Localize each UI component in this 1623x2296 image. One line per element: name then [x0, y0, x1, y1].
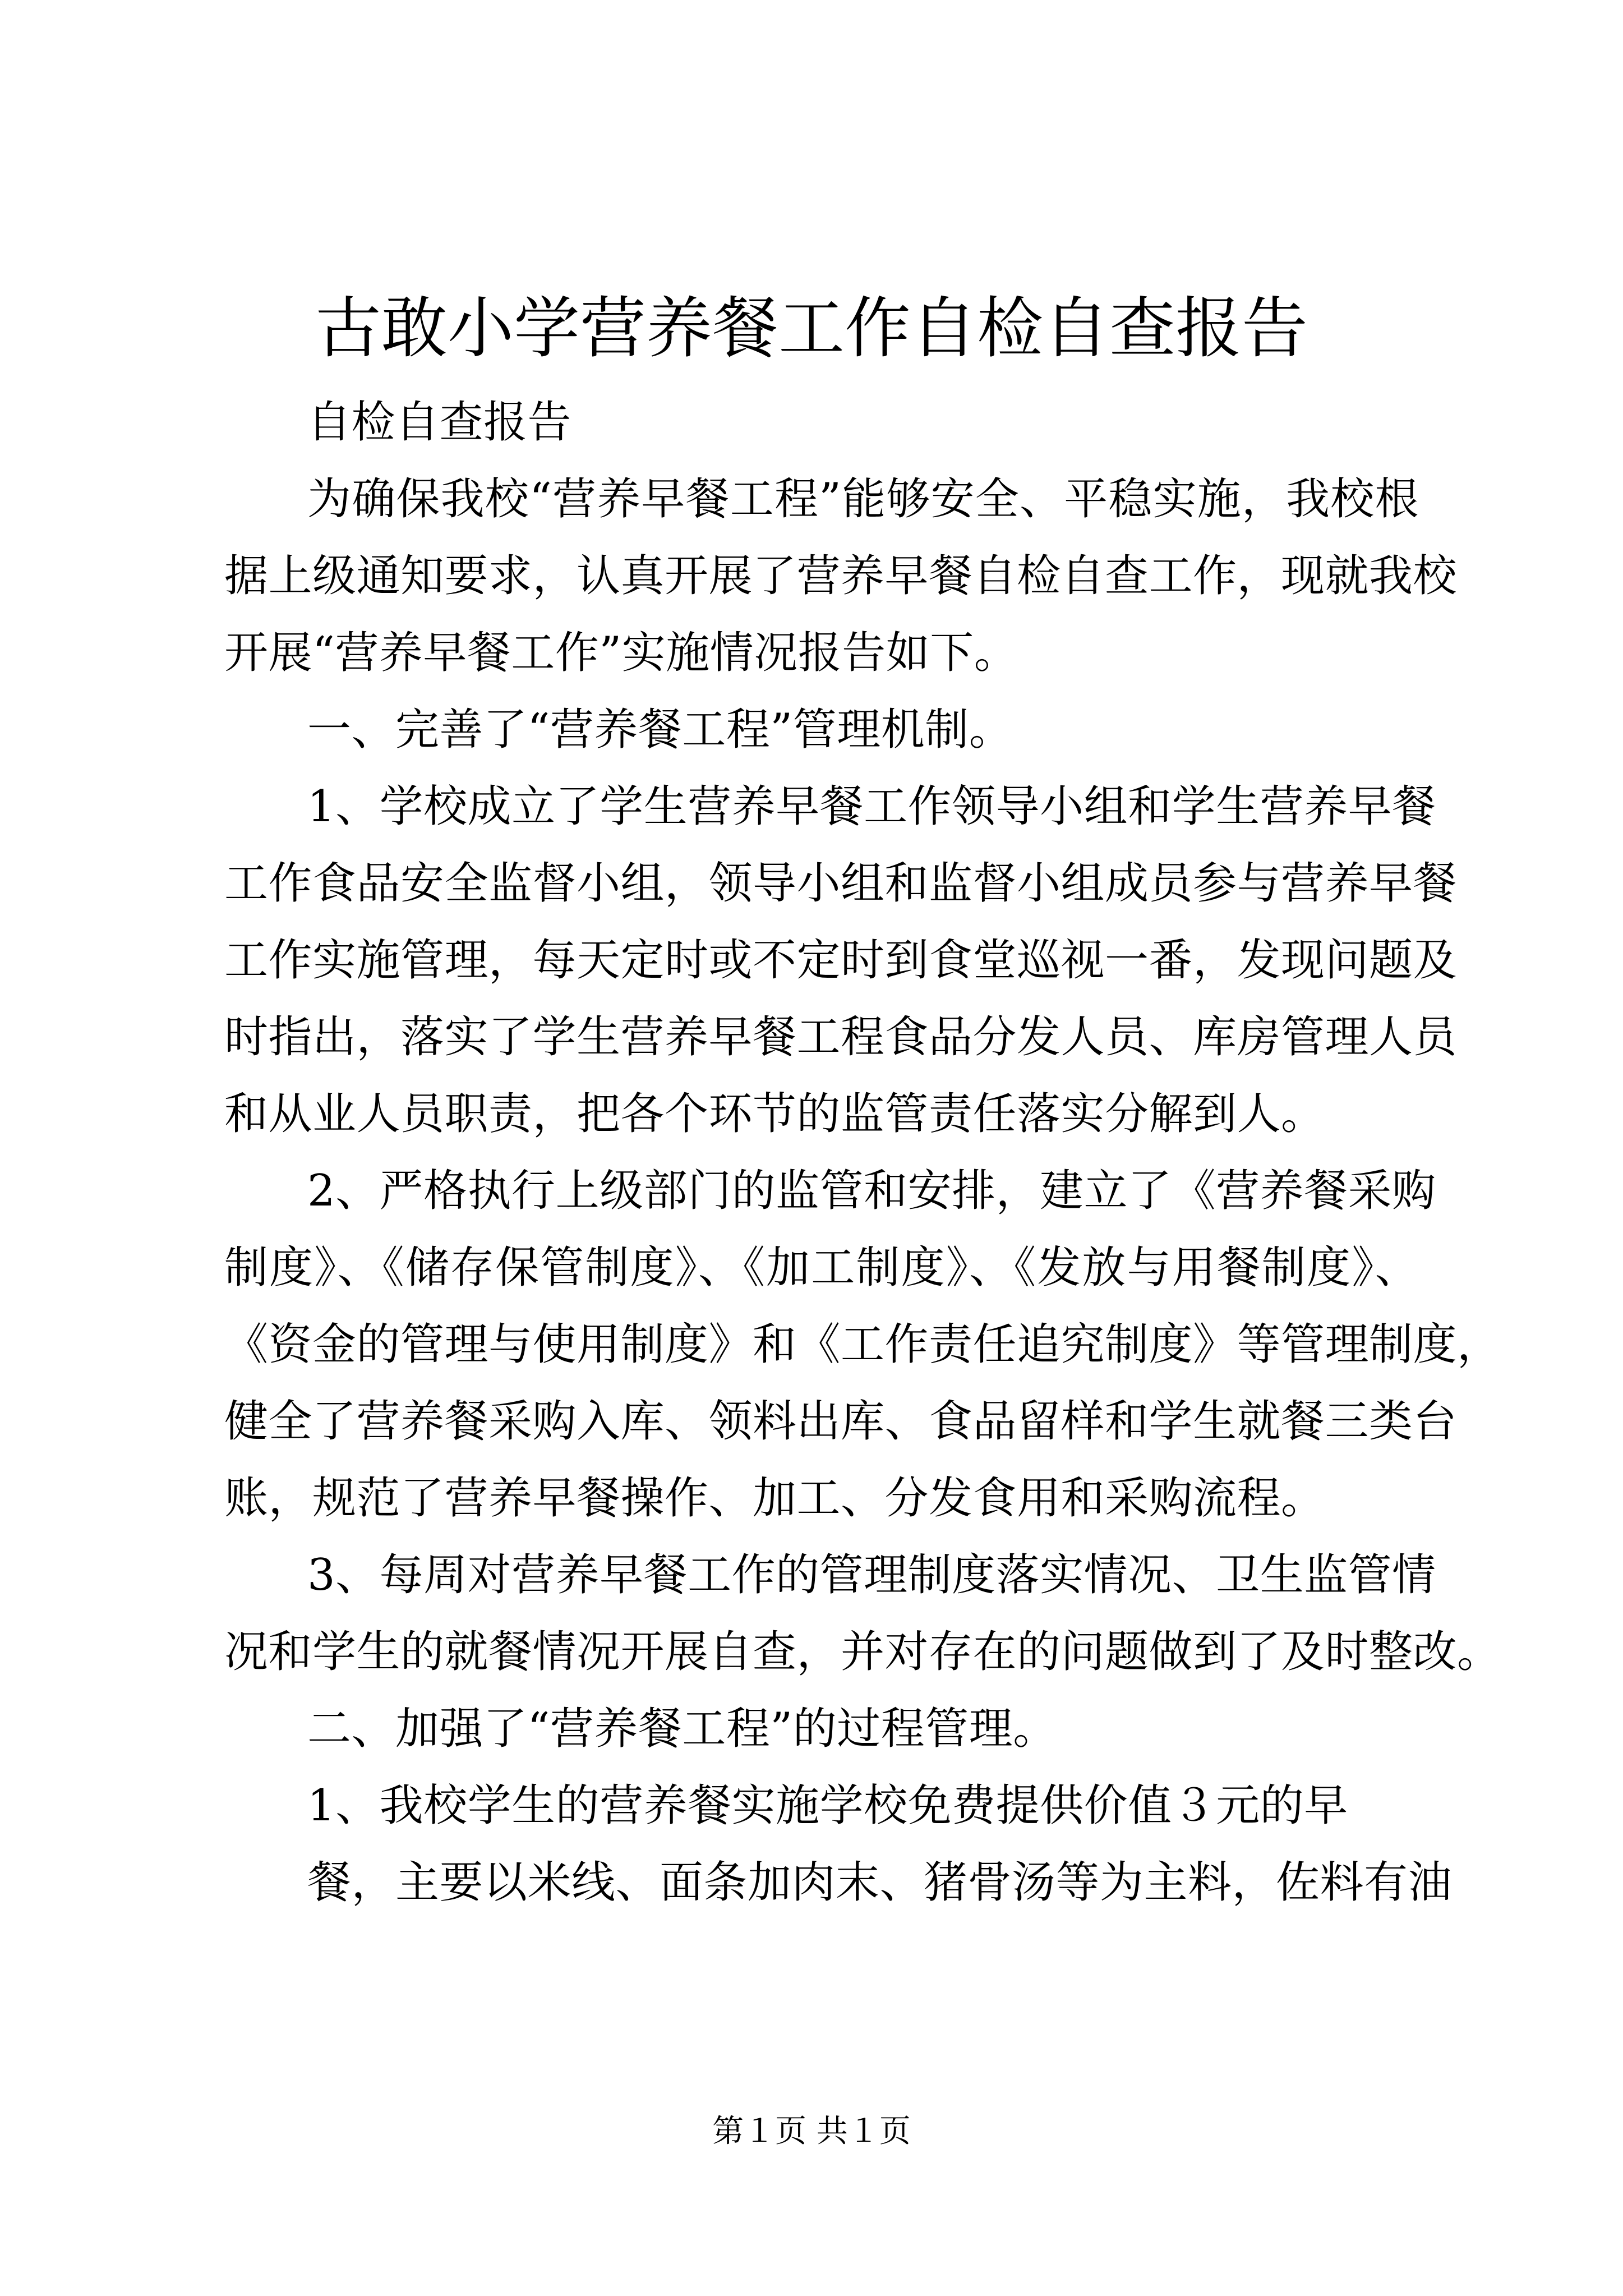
- paragraph-line: 3、每周对营养早餐工作的管理制度落实情况、卫生监管情: [307, 1550, 1436, 1600]
- paragraph-line: 健全了营养餐采购入库、领料出库、食品留样和学生就餐三类台: [224, 1396, 1458, 1447]
- paragraph-line: 工作实施管理，每天定时或不定时到食堂巡视一番，发现问题及: [224, 935, 1458, 986]
- paragraph-line: 据上级通知要求，认真开展了营养早餐自检自查工作，现就我校: [224, 551, 1458, 601]
- paragraph-line: 餐，主要以米线、面条加肉末、猪骨汤等为主料，佐料有油: [307, 1857, 1453, 1908]
- paragraph-line: 为确保我校“营养早餐工程”能够安全、平稳实施，我校根: [307, 474, 1419, 524]
- paragraph-line: 账，规范了营养早餐操作、加工、分发食用和采购流程。: [224, 1473, 1325, 1524]
- paragraph-line: 《资金的管理与使用制度》和《工作责任追究制度》等管理制度，: [224, 1319, 1501, 1370]
- paragraph-line: 况和学生的就餐情况开展自查，并对存在的问题做到了及时整改。: [224, 1627, 1501, 1677]
- section-heading: 一、完善了“营养餐工程”管理机制。: [307, 705, 1013, 755]
- paragraph-line: 时指出，落实了学生营养早餐工程食品分发人员、库房管理人员: [224, 1012, 1458, 1062]
- paragraph-line: 1、我校学生的营养餐实施学校免费提供价值３元的早: [307, 1780, 1348, 1831]
- document-body: [224, 384, 1501, 1921]
- paragraph-line: 工作食品安全监督小组，领导小组和监督小组成员参与营养早餐: [224, 858, 1458, 909]
- document-title: 古敢小学营养餐工作自检自查报告: [315, 289, 1308, 367]
- paragraph-line: 制度》、《储存保管制度》、《加工制度》、《发放与用餐制度》、: [224, 1243, 1419, 1293]
- page-number-footer: 第１页 共１页: [712, 2113, 911, 2150]
- paragraph-line: 1、学校成立了学生营养早餐工作领导小组和学生营养早餐: [307, 781, 1436, 832]
- paragraph-line: 开展“营养早餐工作”实施情况报告如下。: [224, 628, 1018, 678]
- paragraph-line: 2、严格执行上级部门的监管和安排，建立了《营养餐采购: [307, 1166, 1436, 1216]
- section-heading: 二、加强了“营养餐工程”的过程管理。: [307, 1704, 1057, 1754]
- paragraph-line: 和从业人员职责，把各个环节的监管责任落实分解到人。: [224, 1089, 1325, 1139]
- paragraph-line: 自检自查报告: [307, 397, 572, 448]
